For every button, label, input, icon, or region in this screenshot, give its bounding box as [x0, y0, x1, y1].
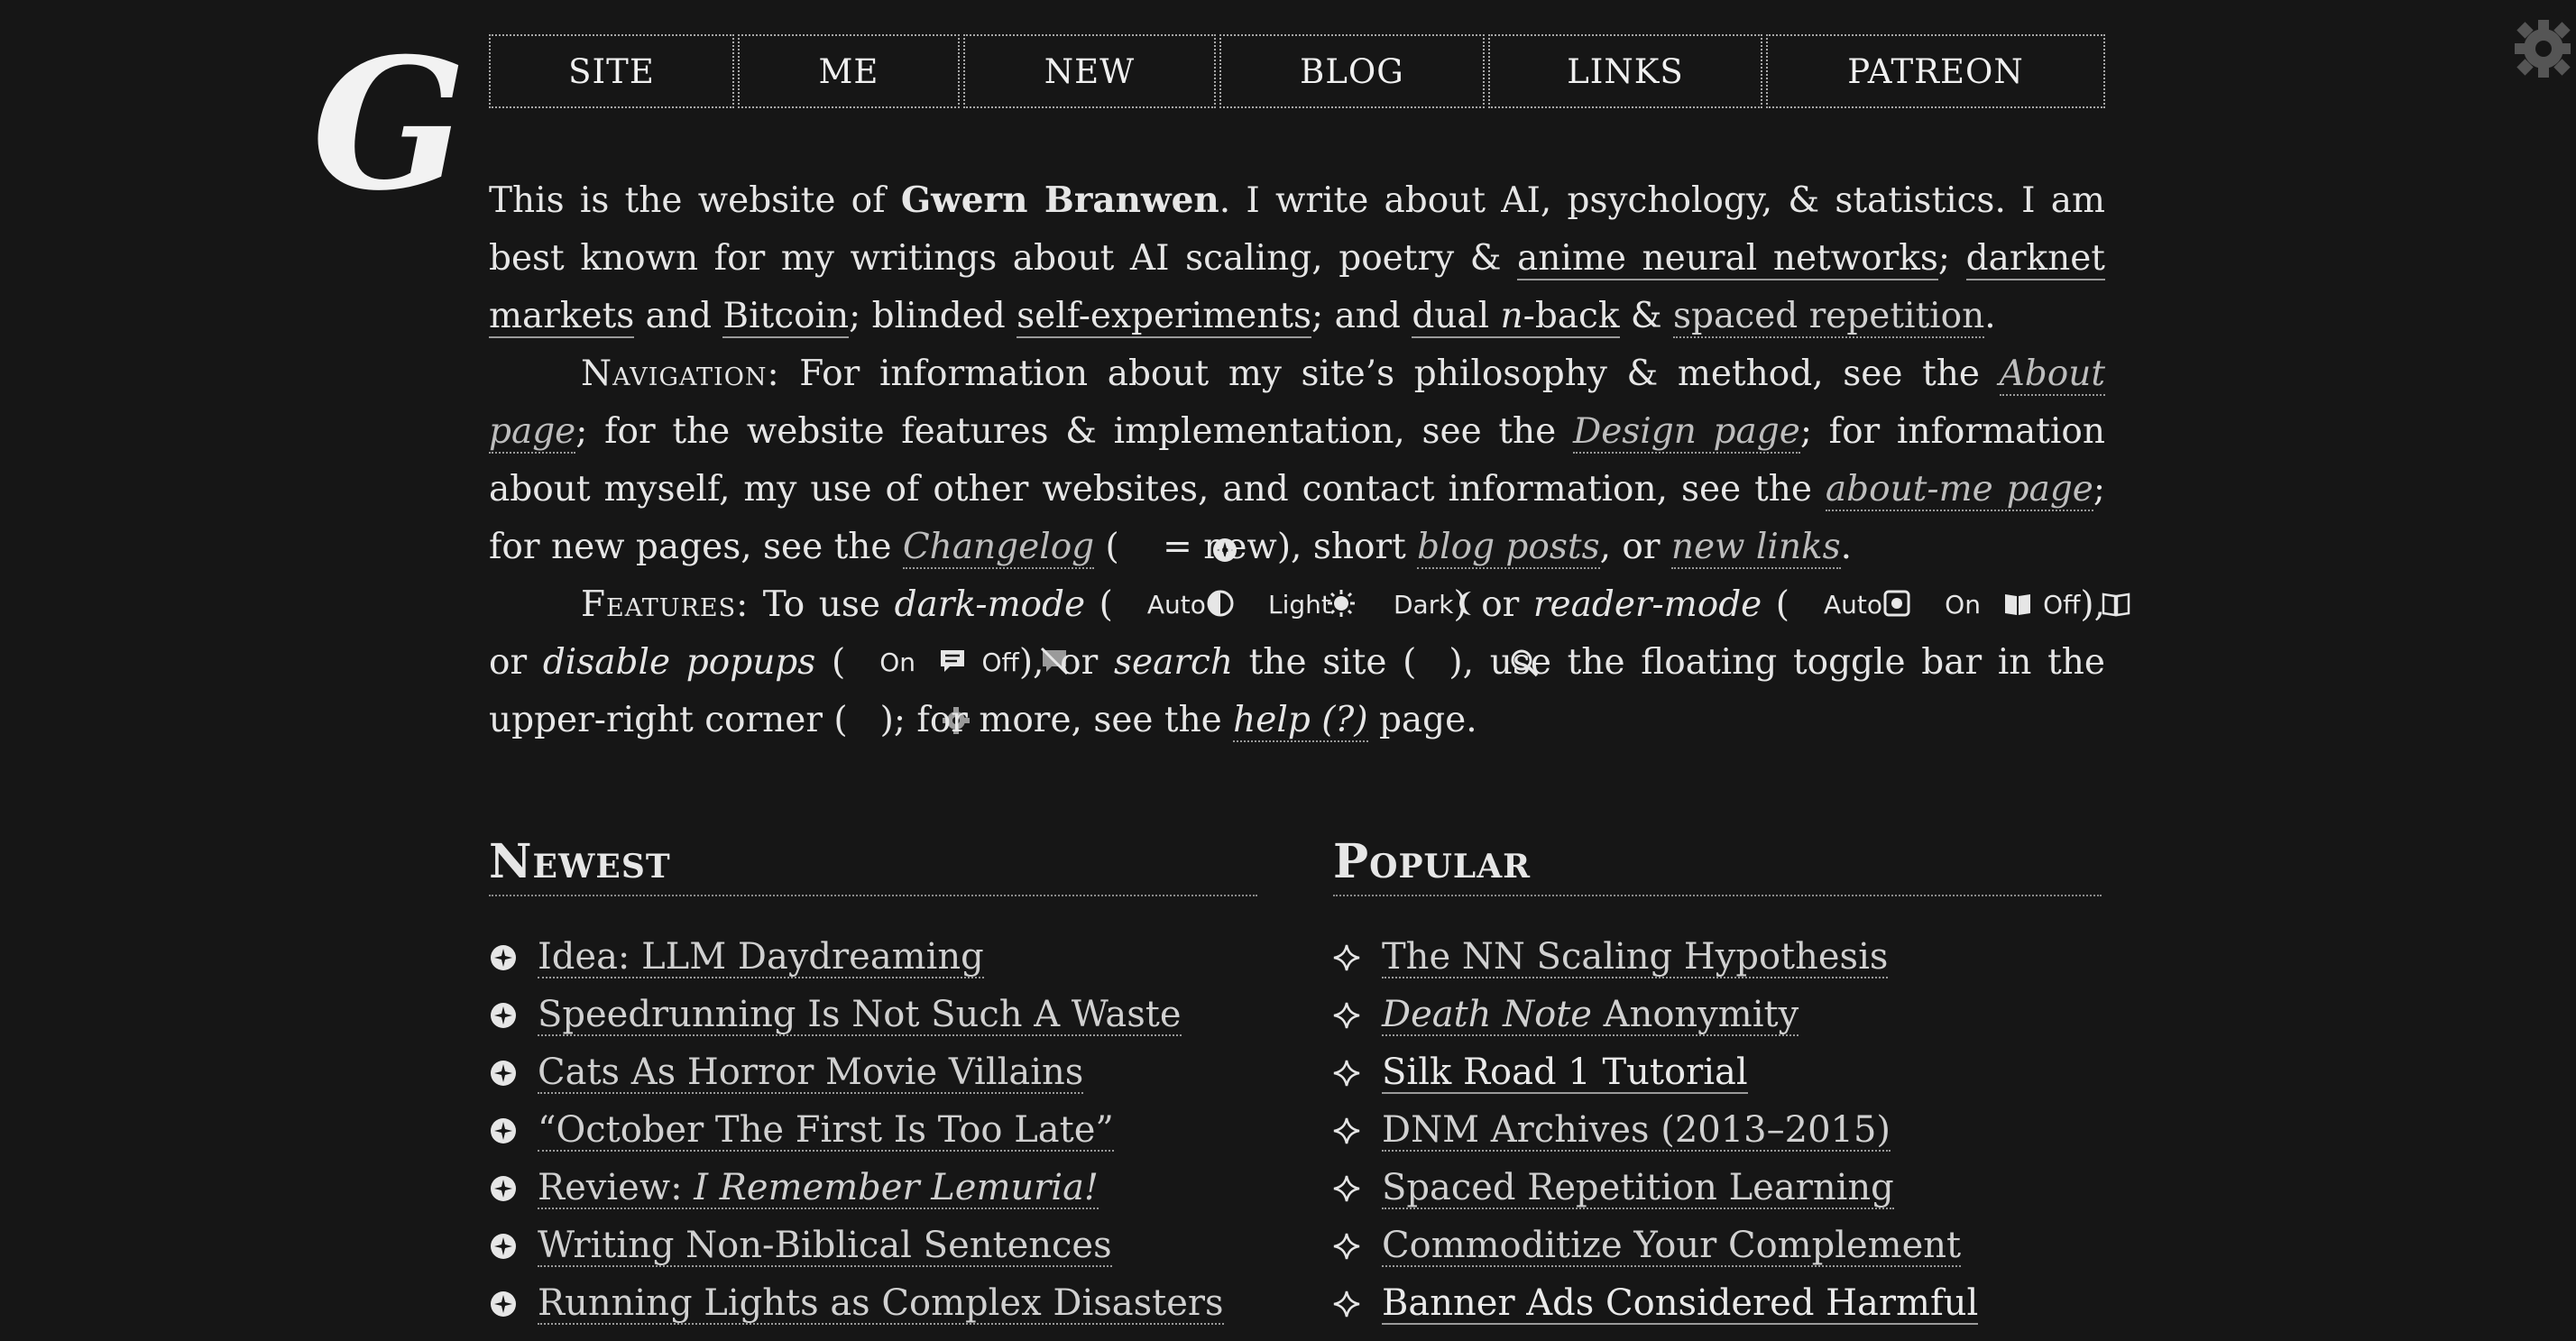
sun-icon: [1234, 582, 1265, 612]
intro-text: This is the website of: [489, 180, 901, 221]
popular-link[interactable]: Banner Ads Considered Harmful: [1382, 1282, 1979, 1324]
site-logo[interactable]: G: [312, 19, 466, 231]
intro-text: . I write about AI, psychology, & statistics. I am best known for my writings about AI scaling, poetry &: [489, 180, 2105, 279]
reader-mode-on-toggle[interactable]: [1910, 590, 1981, 620]
toggle-label: On: [1945, 590, 1981, 620]
link-text: I Remember Lemuria!: [694, 1167, 1099, 1208]
link-text: Death Note: [1382, 994, 1592, 1035]
nav-links[interactable]: LINKS: [1488, 34, 1762, 108]
four-point-star-icon: [1333, 944, 1382, 971]
popular-link[interactable]: Commoditize Your Complement: [1382, 1225, 1962, 1266]
circle-plus-icon: [489, 1059, 538, 1088]
newest-link[interactable]: [538, 1168, 1099, 1209]
list-item: [1333, 1275, 2102, 1333]
toggle-label: Auto: [1146, 590, 1206, 620]
dark-mode-term: dark-mode: [894, 584, 1086, 625]
features-text: ), use the floating toggle bar in the upper-right corner (: [489, 642, 2106, 740]
four-point-star-icon: [1333, 1233, 1382, 1260]
list-item: [489, 1044, 1257, 1102]
popular-section: [1333, 831, 2102, 1333]
list-item: [1333, 1044, 2102, 1102]
circle-plus-icon: [1119, 524, 1152, 556]
search-term: search: [1113, 642, 1233, 683]
intro-text: &: [1619, 296, 1674, 336]
link-text: Review:: [538, 1167, 695, 1208]
popular-link[interactable]: Spaced Repetition Learning: [1382, 1167, 1894, 1208]
dark-mode-auto-toggle[interactable]: [1113, 590, 1206, 620]
intro-content: [489, 171, 2105, 749]
popular-list: [1333, 929, 2102, 1333]
top-nav: [489, 34, 2105, 108]
list-item: [489, 1102, 1257, 1160]
toggle-label: Dark: [1393, 590, 1454, 620]
toggle-label: Light: [1267, 590, 1331, 620]
dark-mode-dark-toggle[interactable]: [1359, 590, 1453, 620]
reader-mode-auto-toggle[interactable]: [1789, 590, 1882, 620]
nav-site[interactable]: SITE: [489, 34, 734, 108]
disable-popups-term: disable popups: [542, 642, 816, 683]
popular-heading: Popular: [1333, 831, 2102, 896]
link-new-links[interactable]: new links: [1670, 527, 1841, 567]
link-self-experiments[interactable]: self-experiments: [1017, 296, 1312, 336]
list-item: [489, 987, 1257, 1044]
link-spaced-repetition[interactable]: spaced repetition: [1673, 296, 1985, 336]
speech-bubble-slash-icon: [947, 639, 978, 670]
list-item: [1333, 1217, 2102, 1275]
popular-link[interactable]: The NN Scaling Hypothesis: [1382, 936, 1889, 978]
four-point-star-icon: [1333, 1060, 1382, 1087]
circle-plus-icon: [489, 1174, 538, 1203]
link-bitcoin[interactable]: Bitcoin: [722, 296, 850, 336]
intro-text: and: [634, 296, 723, 336]
toggle-label: Off: [2043, 590, 2081, 620]
navigation-paragraph: [489, 345, 2105, 576]
newest-heading: Newest: [489, 831, 1257, 896]
intro-text: ;: [1937, 238, 1966, 279]
list-item: [1333, 987, 2102, 1044]
features-text: ), or: [489, 584, 2106, 683]
intro-text: ; and: [1311, 296, 1412, 336]
nav-text: ; for new pages, see the: [489, 469, 2106, 567]
gear-icon[interactable]: [848, 697, 880, 730]
newest-link[interactable]: “October The First Is Too Late”: [538, 1109, 1114, 1151]
nav-text: .: [1840, 527, 1853, 567]
link-text: dual: [1412, 296, 1501, 336]
list-item: [1333, 1160, 2102, 1217]
toggle-label: Auto: [1824, 590, 1883, 620]
features-paragraph: Features: To use dark-mode ( Auto Light Dark) or reader-mode ( Auto On Off), or disable popups ( On Off), or search the site ( ), use the floating toggle bar in the upper-right corner ( ); for more, see the help (?) page.: [489, 576, 2105, 749]
nav-text: = new), short: [1151, 527, 1418, 567]
newest-link[interactable]: Speedrunning Is Not Such A Waste: [538, 994, 1182, 1035]
list-item: [489, 929, 1257, 987]
link-changelog[interactable]: Changelog: [902, 527, 1095, 567]
list-item: [1333, 929, 2102, 987]
reader-mode-term: reader-mode: [1532, 584, 1762, 625]
newest-link[interactable]: Writing Non-Biblical Sentences: [538, 1225, 1112, 1266]
features-text: page.: [1367, 700, 1477, 740]
list-item: [1333, 1102, 2102, 1160]
features-text: the site (: [1232, 642, 1417, 683]
author-name: Gwern Branwen: [900, 179, 1219, 221]
moon-icon: [1359, 582, 1390, 612]
features-text: ); for more, see the: [879, 700, 1234, 740]
link-text: -back: [1523, 296, 1620, 336]
link-help[interactable]: help (?): [1233, 700, 1368, 740]
nav-patreon[interactable]: PATREON: [1766, 34, 2105, 108]
circle-plus-icon: [489, 1116, 538, 1145]
link-darknet-markets[interactable]: darknet markets: [489, 238, 2105, 336]
list-item: [489, 1217, 1257, 1275]
link-dual-n-back[interactable]: [1412, 296, 1619, 338]
circle-plus-icon: [489, 943, 538, 972]
intro-paragraph: [489, 171, 2105, 345]
popular-link[interactable]: Silk Road 1 Tutorial: [1382, 1052, 1748, 1093]
book-open-outline-icon: [2009, 582, 2039, 612]
intro-text: ; blinded: [849, 296, 1017, 336]
newest-section: [489, 831, 1257, 1333]
dark-mode-light-toggle[interactable]: [1234, 590, 1331, 620]
book-open-filled-icon: [1910, 582, 1941, 612]
link-text: n: [1500, 296, 1523, 336]
reader-mode-off-toggle[interactable]: [2009, 590, 2080, 620]
toggle-label: Off: [981, 648, 1019, 677]
popups-off-toggle[interactable]: [947, 648, 1018, 677]
newest-list: [489, 929, 1257, 1333]
link-about-me-page[interactable]: about-me page: [1825, 469, 2093, 510]
features-text: ), or: [1018, 642, 1114, 683]
circle-plus-icon: [489, 1001, 538, 1030]
nav-text: (: [1094, 527, 1119, 567]
intro-text: .: [1984, 296, 1996, 336]
nav-blog[interactable]: BLOG: [1219, 34, 1485, 108]
nav-text: ; for information about myself, my use of other websites, and contact information, see the: [489, 411, 2106, 510]
four-point-star-icon: [1333, 1117, 1382, 1144]
four-point-star-icon: [1333, 1002, 1382, 1029]
newest-link[interactable]: Idea: LLM Daydreaming: [538, 936, 984, 978]
four-point-star-icon: [1333, 1290, 1382, 1318]
newest-link[interactable]: Running Lights as Complex Disasters: [538, 1282, 1224, 1324]
link-anime-neural-networks[interactable]: anime neural networks: [1517, 238, 1938, 279]
navigation-label: Navigation:: [581, 354, 780, 394]
features-text: ) or: [1453, 584, 1533, 625]
link-text: Anonymity: [1591, 994, 1799, 1035]
list-item: [489, 1160, 1257, 1217]
nav-me[interactable]: ME: [738, 34, 960, 108]
popular-link[interactable]: DNM Archives (2013–2015): [1382, 1109, 1891, 1151]
link-design-page[interactable]: Design page: [1572, 411, 1800, 452]
nav-text: , or: [1599, 527, 1671, 567]
four-point-star-icon: [1333, 1175, 1382, 1202]
half-circle-icon: [1113, 582, 1144, 612]
features-label: Features:: [581, 584, 750, 625]
nav-text: For information about my site’s philosophy & method, see the: [779, 354, 2000, 394]
speech-bubble-icon: [845, 639, 876, 670]
list-item: [489, 1275, 1257, 1333]
auto-gear-icon: [1789, 582, 1820, 612]
circle-plus-icon: [489, 1290, 538, 1318]
popups-on-toggle[interactable]: [845, 648, 915, 677]
link-about-page[interactable]: About page: [489, 354, 2105, 452]
nav-new[interactable]: NEW: [963, 34, 1216, 108]
nav-text: ; for the website features & implementation, see the: [575, 411, 1573, 452]
newest-link[interactable]: Cats As Horror Movie Villains: [538, 1052, 1084, 1093]
gear-icon[interactable]: [2507, 13, 2571, 85]
search-icon[interactable]: [1416, 639, 1449, 672]
toggle-label: On: [879, 648, 916, 677]
circle-plus-icon: [489, 1232, 538, 1261]
link-blog-posts[interactable]: blog posts: [1417, 527, 1600, 567]
popular-link[interactable]: [1382, 995, 1799, 1036]
features-text: To use: [749, 584, 895, 625]
